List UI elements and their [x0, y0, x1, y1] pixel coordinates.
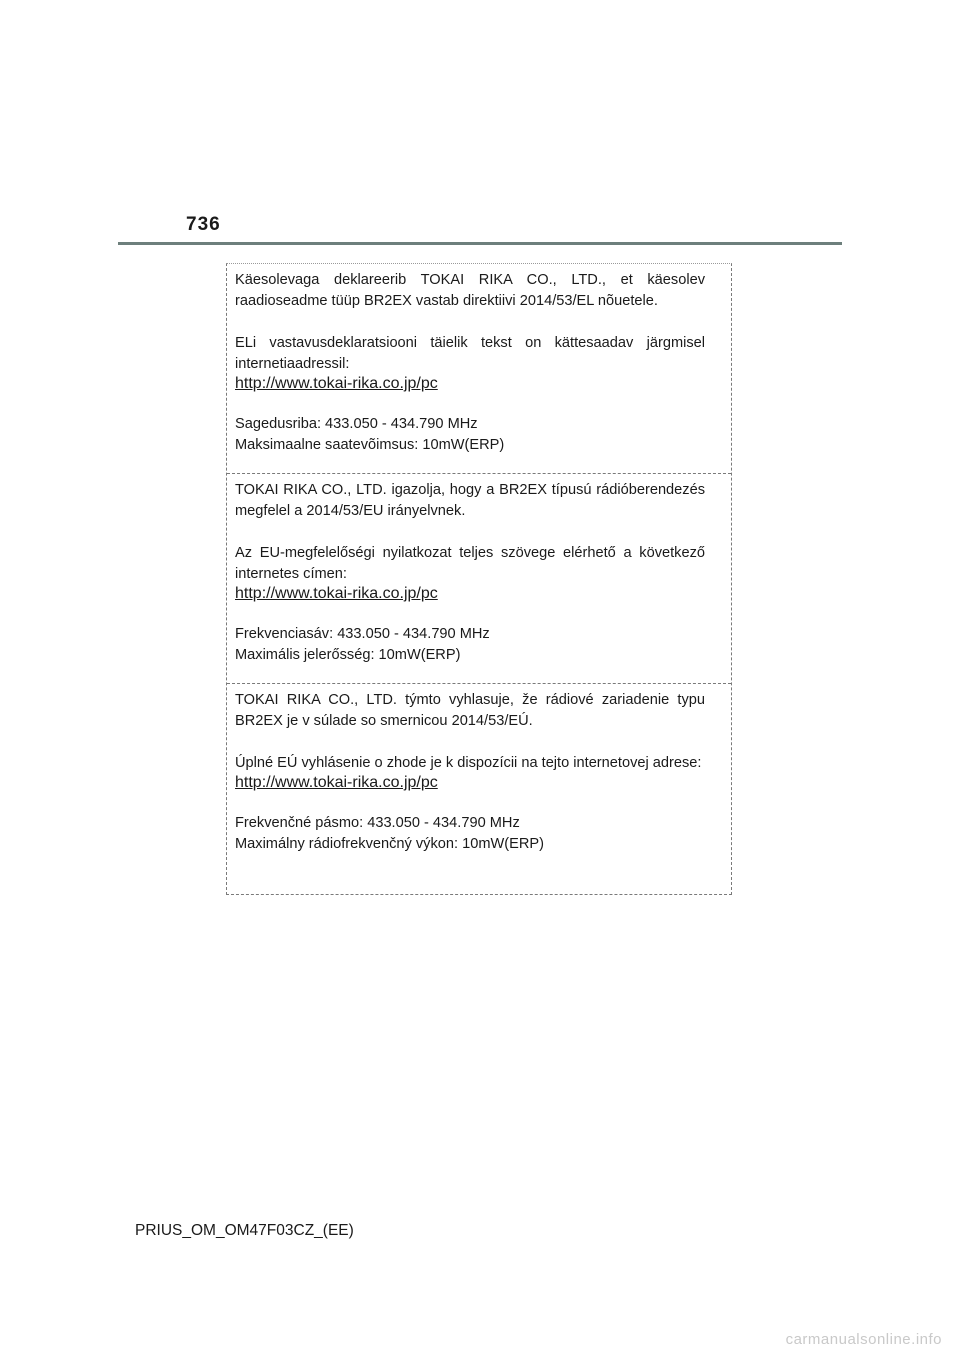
declaration-box [226, 263, 732, 895]
declaration-section-slovak [227, 684, 731, 894]
declaration-availability: Az EU-megfelelőségi nyilatkozat teljes szövege elérhető a következő internetes címen: [235, 545, 705, 582]
declaration-statement: TOKAI RIKA CO., LTD. týmto vyhlasuje, že rádiové zariadenie typu BR2EX je v súlade so smernicou 2014/53/EÚ. [235, 692, 705, 729]
declaration-url-link[interactable]: http://www.tokai-rika.co.jp/pc [235, 375, 438, 392]
max-power: Maximálny rádiofrekvenčný výkon: 10mW(ERP) [235, 836, 544, 852]
frequency-band: Sagedusriba: 433.050 - 434.790 MHz [235, 416, 478, 432]
declaration-url-link[interactable]: http://www.tokai-rika.co.jp/pc [235, 774, 438, 791]
declaration-url-link[interactable]: http://www.tokai-rika.co.jp/pc [235, 585, 438, 602]
max-power: Maximális jelerősség: 10mW(ERP) [235, 647, 461, 663]
declaration-statement: TOKAI RIKA CO., LTD. igazolja, hogy a BR2EX típusú rádióberendezés megfelel a 2014/53/EU irányelvnek. [235, 482, 705, 519]
declaration-statement: Käesolevaga deklareerib TOKAI RIKA CO., LTD., et käesolev raadioseadme tüüp BR2EX vastab direktiivi 2014/53/EL nõuetele. [235, 272, 705, 309]
frequency-band: Frekvenciasáv: 433.050 - 434.790 MHz [235, 626, 490, 642]
declaration-availability: ELi vastavusdeklaratsiooni täielik tekst on kättesaadav järgmisel internetiaadressil: [235, 335, 705, 372]
watermark: carmanualsonline.info [785, 1331, 942, 1348]
declaration-availability: Úplné EÚ vyhlásenie o zhode je k dispozícii na tejto internetovej adrese: [235, 755, 702, 771]
declaration-section-hungarian [227, 474, 731, 684]
max-power: Maksimaalne saatevõimsus: 10mW(ERP) [235, 437, 505, 453]
declaration-section-estonian [227, 264, 731, 474]
manual-code: PRIUS_OM_OM47F03CZ_(EE) [135, 1222, 354, 1239]
frequency-band: Frekvenčné pásmo: 433.050 - 434.790 MHz [235, 815, 520, 831]
page-number: 736 [186, 214, 221, 235]
header-rule [118, 242, 842, 245]
